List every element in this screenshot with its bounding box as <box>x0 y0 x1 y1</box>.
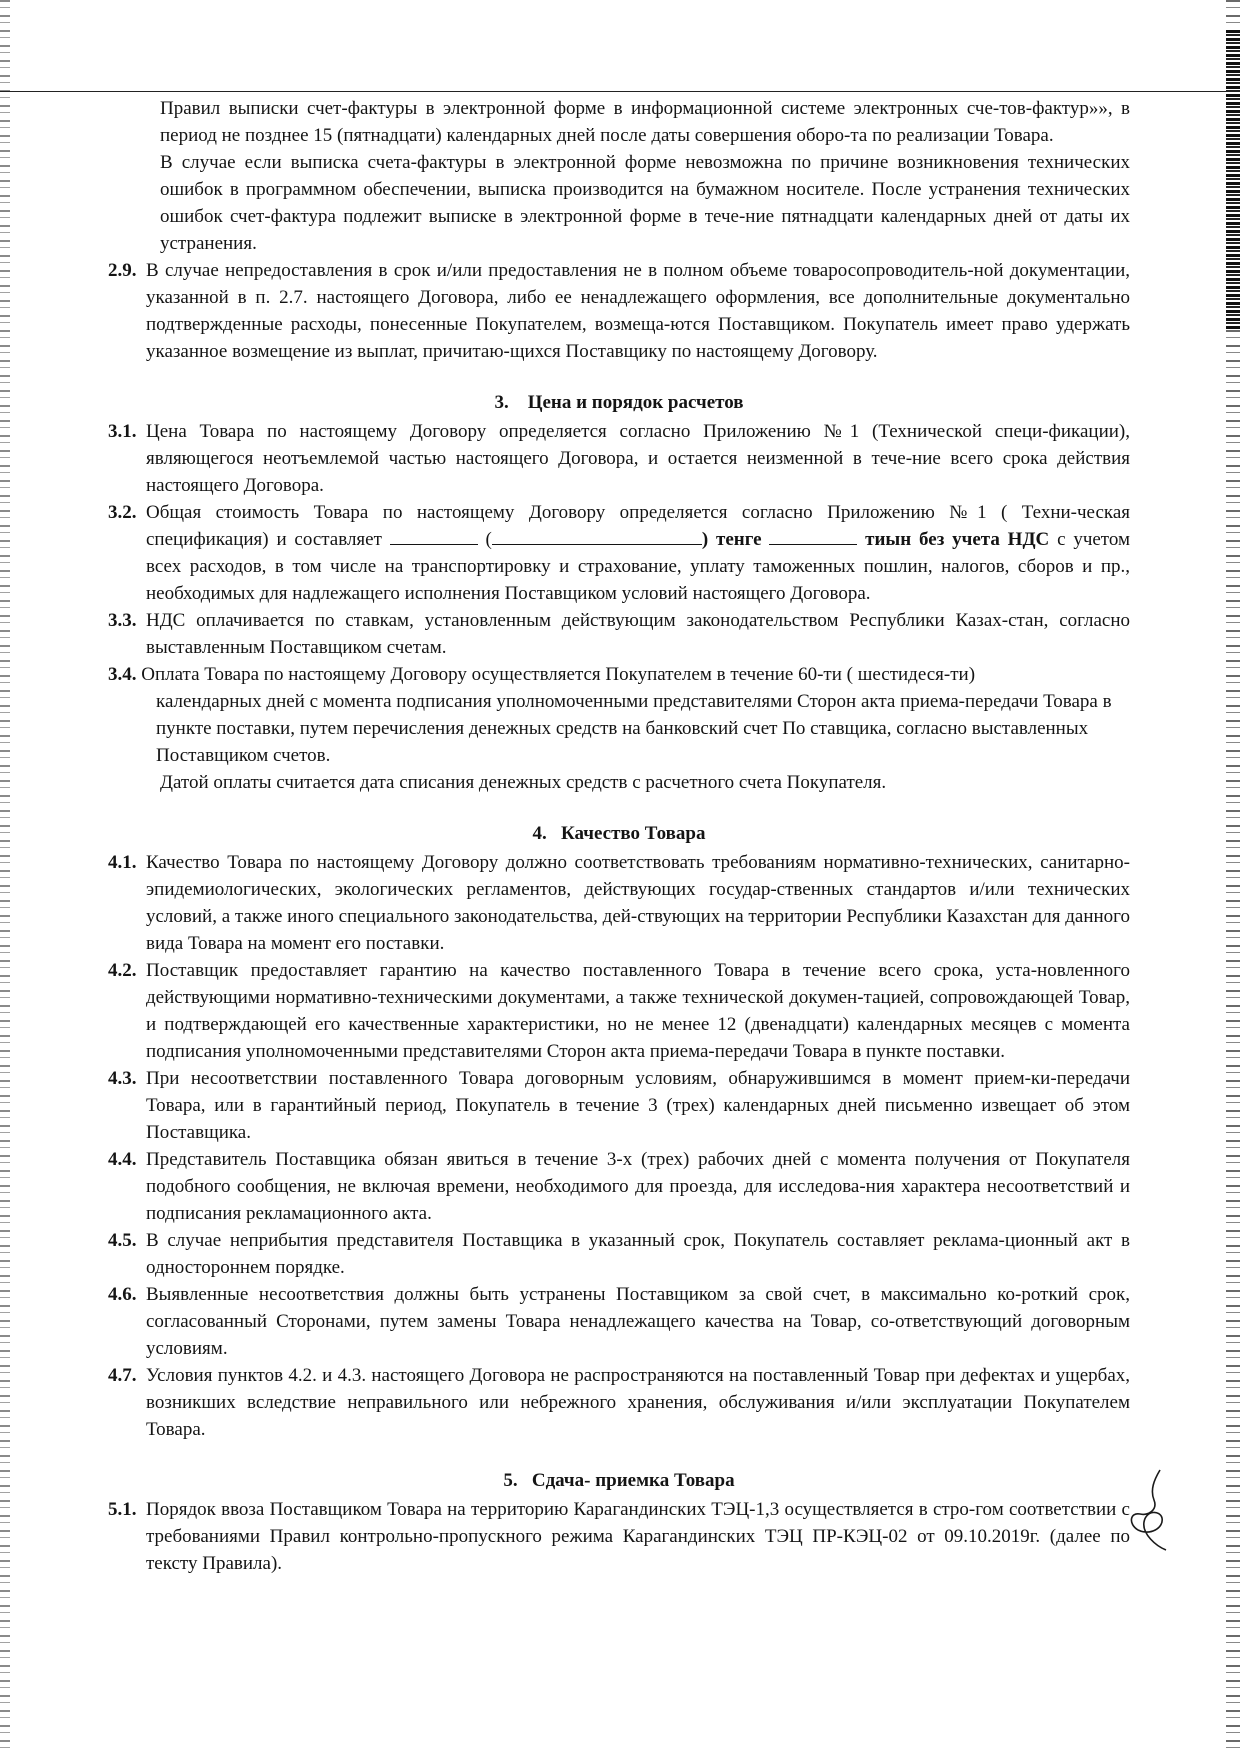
clause-number: 4.6. <box>108 1284 137 1305</box>
clause-3-1 <box>108 418 1130 499</box>
clause-text-a: Общая стоимость Товара по настоящему Договору определяется согласно Приложению №1 ( Техни-ческая спецификация) и составляет <box>146 502 1130 550</box>
scan-edge-right-marks <box>1226 30 1240 330</box>
clause-text: Выявленные несоответствия должны быть устранены Поставщиком за свой счет, в максимально ко-роткий срок, согласованный Сторонами, путем замены Товара ненадлежащего качества на Товар, со-ответствующий договорным условиям. <box>146 1284 1130 1359</box>
clause-text: Представитель Поставщика обязан явиться в течение 3-х (трех) рабочих дней с момента получения от Покупателя подобного сообщения, не включая времени, необходимого для проезда, для исследова-ния характера несоответствий и подписания рекламационного акта. <box>146 1149 1130 1224</box>
clause-4-5 <box>108 1227 1130 1281</box>
clause-text: В случае непредоставления в срок и/или предоставления не в полном объеме товаросопроводитель-ной документации, указанной в п. 2.7. настоящего Договора, либо ее ненадлежащего оформления, все дополнительные документально подтвержденные расходы, понесенные Покупателем, возмеща-ются Поставщиком. Покупатель имеет право удержать указанное возмещение из выплат, причитаю-щихся Поставщику по настоящему Договору. <box>146 260 1130 362</box>
clause-5-1 <box>108 1496 1130 1577</box>
clause-4-1 <box>108 849 1130 957</box>
document-page <box>108 95 1130 1577</box>
scan-edge-left <box>0 0 10 1754</box>
clause-text: Качество Товара по настоящему Договору должно соответствовать требованиям нормативно-технических, санитарно-эпидемиологических, экологических регламентов, действующих государ-ственных стандартов и/или технических условий, а также иного специального законодательства, дей-ствующих на территории Республики Казахстан для данного вида Товара на момент его поставки. <box>146 852 1130 954</box>
clause-number: 4.1. <box>108 852 137 873</box>
intro-continuation <box>108 95 1130 257</box>
section-number: 5. <box>503 1470 518 1491</box>
section-4-heading <box>108 820 1130 847</box>
clause-4-3 <box>108 1065 1130 1146</box>
blank-amount-words <box>492 526 702 545</box>
clause-4-7 <box>108 1362 1130 1443</box>
clause-number: 3.4. <box>108 664 137 685</box>
blank-amount <box>390 526 478 545</box>
clause-3-4-payment-date: Датой оплаты считается дата списания денежных средств с расчетного счета Покупателя. <box>160 772 887 793</box>
section-title: Качество Товара <box>561 823 706 844</box>
clause-number: 4.7. <box>108 1365 137 1386</box>
clause-text: Цена Товара по настоящему Договору определяется согласно Приложению №1 (Технической специ-фикации), являющегося неотъемлемой частью настоящего Договора, и остается неизменной в тече-ние всего срока действия настоящего Договора. <box>146 421 1130 496</box>
open-paren: ( <box>485 529 492 550</box>
intro-paragraph-2: В случае если выписка счета-фактуры в электронной форме невозможна по причине возникновения технических ошибок в программном обеспечении, выписка производится на бумажном носителе. После устранения технических ошибок счет-фактура подлежит выписке в электронной форме в тече-ние пятнадцати календарных дней от даты их устранения. <box>160 152 1130 254</box>
clause-text: Поставщик предоставляет гарантию на качество поставленного Товара в течение всего срока, уста-новленного действующими нормативно-техническими документами, а также технической докумен-тацией, сопровождающей Товар, и подтверждающей его качественные характеристики, но не менее 12 (двенадцати) календарных месяцев с момента подписания уполномоченными представителями Сторон акта приема-передачи Товара в пункте поставки. <box>146 960 1130 1062</box>
section-number: 4. <box>532 823 547 844</box>
scan-top-rule <box>0 91 1240 92</box>
intro-paragraph-1: Правил выписки счет-фактуры в электронной форме в информационной системе электронных сче-тов-фактур»», в период не позднее 15 (пятнадцати) календарных дней после даты совершения оборо-та по реализации Товара. <box>160 98 1130 146</box>
clause-number: 4.4. <box>108 1149 137 1170</box>
blank-tiyn <box>769 526 857 545</box>
clause-number: 5.1. <box>108 1499 137 1520</box>
clause-number: 4.5. <box>108 1230 137 1251</box>
clause-number: 4.3. <box>108 1068 137 1089</box>
section-title: Сдача- приемка Товара <box>531 1470 735 1491</box>
section-number: 3. <box>494 392 509 413</box>
clause-number: 3.2. <box>108 502 137 523</box>
clause-number: 2.9. <box>108 260 137 281</box>
clause-number: 3.1. <box>108 421 137 442</box>
section-3-heading <box>108 389 1130 416</box>
clause-3-4-continuation: календарных дней с момента подписания уполномоченными представителями Сторон акта приема-передачи Товара в пункте поставки, путем перечисления денежных средств на банковский счет По ставщика, согласно выставленных Поставщиком счетов. <box>156 691 1112 766</box>
clause-2-9 <box>108 257 1130 365</box>
signature-mark <box>1120 1466 1172 1554</box>
clause-text: Условия пунктов 4.2. и 4.3. настоящего Договора не распространяются на поставленный Товар при дефектах и ущербах, возникших вследствие неправильного или небрежного хранения, обслуживания и/или эксплуатации Покупателем Товара. <box>146 1365 1130 1440</box>
clause-3-4 <box>108 661 1130 688</box>
clause-4-4 <box>108 1146 1130 1227</box>
clause-4-6 <box>108 1281 1130 1362</box>
clause-text: НДС оплачивается по ставкам, установленным действующим законодательством Республики Казах-стан, согласно выставленным Поставщиком счетам. <box>146 610 1130 658</box>
section-title: Цена и порядок расчетов <box>527 392 744 413</box>
clause-3-2 <box>108 499 1130 607</box>
clause-text-line1: Оплата Товара по настоящему Договору осуществляется Покупателем в течение 60-ти ( шестидеся-ти) <box>136 664 976 685</box>
clause-4-2 <box>108 957 1130 1065</box>
clause-text: Порядок ввоза Поставщиком Товара на территорию Карагандинских ТЭЦ-1,3 осуществляется в стро-гом соответствии с требованиями Правил контрольно-пропускного режима Карагандинских ТЭЦ ПР-КЭЦ-02 от 09.10.2019г. (далее по тексту Правила). <box>146 1499 1130 1574</box>
clause-3-3 <box>108 607 1130 661</box>
clause-number: 3.3. <box>108 610 137 631</box>
clause-text: При несоответствии поставленного Товара договорным условиям, обнаружившимся в момент прием-ки-передачи Товара, или в гарантийный период, Покупатель в течение 3 (трех) календарных дней письменно извещает об этом Поставщика. <box>146 1068 1130 1143</box>
section-5-heading <box>108 1467 1130 1494</box>
clause-text-b: с учетом всех расходов, в том числе на транспортировку и страхование, уплату таможенных пошлин, налогов, сборов и пр., необходимых для надлежащего исполнения Поставщиком условий настоящего Договора. <box>146 529 1131 604</box>
clause-number: 4.2. <box>108 960 137 981</box>
tenge-label: ) тенге <box>701 529 762 550</box>
tiyn-label: тиын без учета НДС <box>865 529 1050 550</box>
clause-text: В случае неприбытия представителя Поставщика в указанный срок, Покупатель составляет реклама-ционный акт в одностороннем порядке. <box>146 1230 1130 1278</box>
